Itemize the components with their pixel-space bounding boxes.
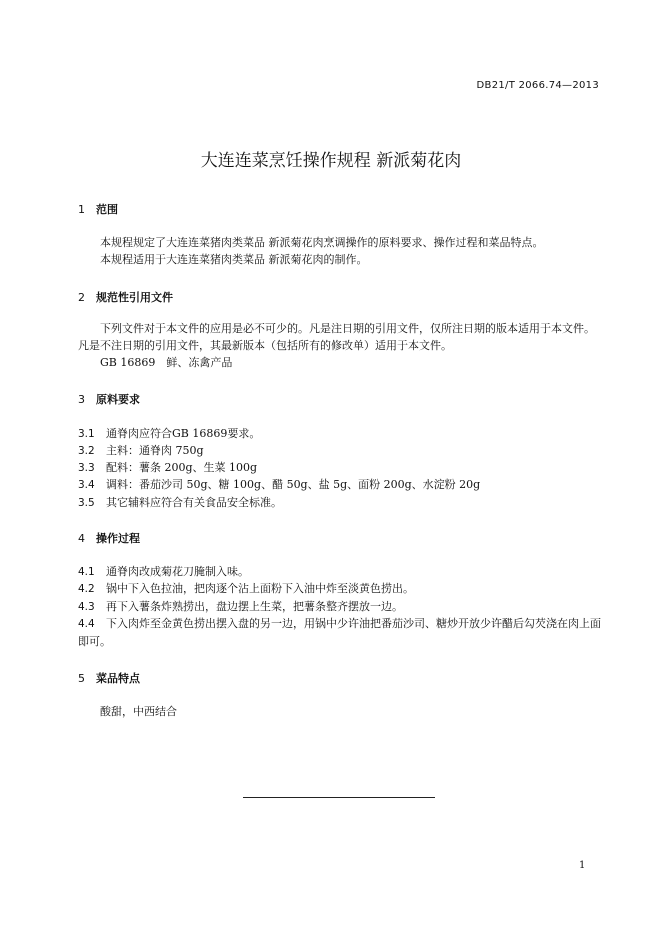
section-heading-dish-characteristics — [78, 670, 140, 686]
clause-text: 其它辅料应符合有关食品安全标准。 — [106, 496, 282, 509]
end-divider — [243, 797, 435, 798]
clause-item — [78, 563, 604, 581]
clause-text: 锅中下入色拉油，把肉逐个沾上面粉下入油中炸至淡黄色捞出。 — [106, 582, 414, 595]
scope-paragraph-1: 本规程规定了大连连菜猪肉类菜品 新派菊花肉烹调操作的原料要求、操作过程和菜品特点。 — [100, 236, 544, 249]
document-code: DB21/T 2066.74—2013 — [476, 80, 599, 91]
clause-number: 3.2 — [78, 445, 95, 457]
clause-number: 4.3 — [78, 601, 95, 613]
clause-item — [78, 598, 604, 616]
section-number: 3 — [78, 393, 85, 406]
clause-item — [78, 442, 604, 460]
clause-number: 3.5 — [78, 497, 95, 509]
references-paragraph: 下列文件对于本文件的应用是必不可少的。凡是注日期的引用文件，仅所注日期的版本适用于本文件。凡是不注日期的引用文件，其最新版本（包括所有的修改单）适用于本文件。 — [78, 322, 595, 352]
clause-number: 3.3 — [78, 462, 95, 474]
document-title: 大连连菜烹饪操作规程 新派菊花肉 — [200, 151, 462, 171]
clause-number: 3.4 — [78, 479, 95, 491]
section-title: 规范性引用文件 — [96, 291, 173, 304]
section-title: 范围 — [96, 203, 118, 216]
clause-number: 4.1 — [78, 566, 95, 578]
scope-paragraph-2: 本规程适用于大连连菜猪肉类菜品 新派菊花肉的制作。 — [100, 253, 368, 266]
section-heading-scope — [78, 201, 118, 217]
clause-item — [78, 476, 604, 494]
clause-item — [78, 494, 604, 512]
clause-item — [78, 580, 604, 598]
clause-text: 下入肉炸至金黄色捞出摆入盘的另一边，用锅中少许油把番茄沙司、糖炒开放少许醋后勾芡浇在肉上面即可。 — [78, 617, 601, 648]
section-title: 菜品特点 — [96, 672, 140, 685]
section-number: 4 — [78, 532, 85, 545]
section-heading-raw-material-requirements — [78, 391, 140, 407]
clause-text: 再下入薯条炸熟捞出，盘边摆上生菜，把薯条整齐摆放一边。 — [106, 600, 403, 613]
clause-text: 通脊肉应符合GB 16869要求。 — [106, 427, 261, 440]
characteristics-paragraph: 酸甜，中西结合 — [100, 705, 177, 718]
clause-text: 配料：薯条 200g、生菜 100g — [106, 461, 258, 474]
clause-number: 4.2 — [78, 583, 95, 595]
page-number: 1 — [579, 860, 586, 871]
section-number: 5 — [78, 672, 85, 685]
clause-number: 3.1 — [78, 428, 95, 440]
clause-text: 通脊肉改成菊花刀腌制入味。 — [106, 565, 249, 578]
clause-text: 调料：番茄沙司 50g、糖 100g、醋 50g、盐 5g、面粉 200g、水淀粉 20g — [106, 478, 481, 491]
clause-item — [78, 459, 604, 477]
section-number: 1 — [78, 203, 85, 216]
section-title: 原料要求 — [96, 393, 140, 406]
clause-number: 4.4 — [78, 618, 95, 630]
clause-text: 主料：通脊肉 750g — [106, 444, 204, 457]
clause-item — [78, 425, 604, 443]
section-heading-normative-references — [78, 289, 173, 305]
section-title: 操作过程 — [96, 532, 140, 545]
references-standard-entry: GB 16869 鲜、冻禽产品 — [100, 356, 233, 369]
clause-item — [78, 615, 604, 650]
section-number: 2 — [78, 291, 85, 304]
section-heading-operating-process — [78, 530, 140, 546]
